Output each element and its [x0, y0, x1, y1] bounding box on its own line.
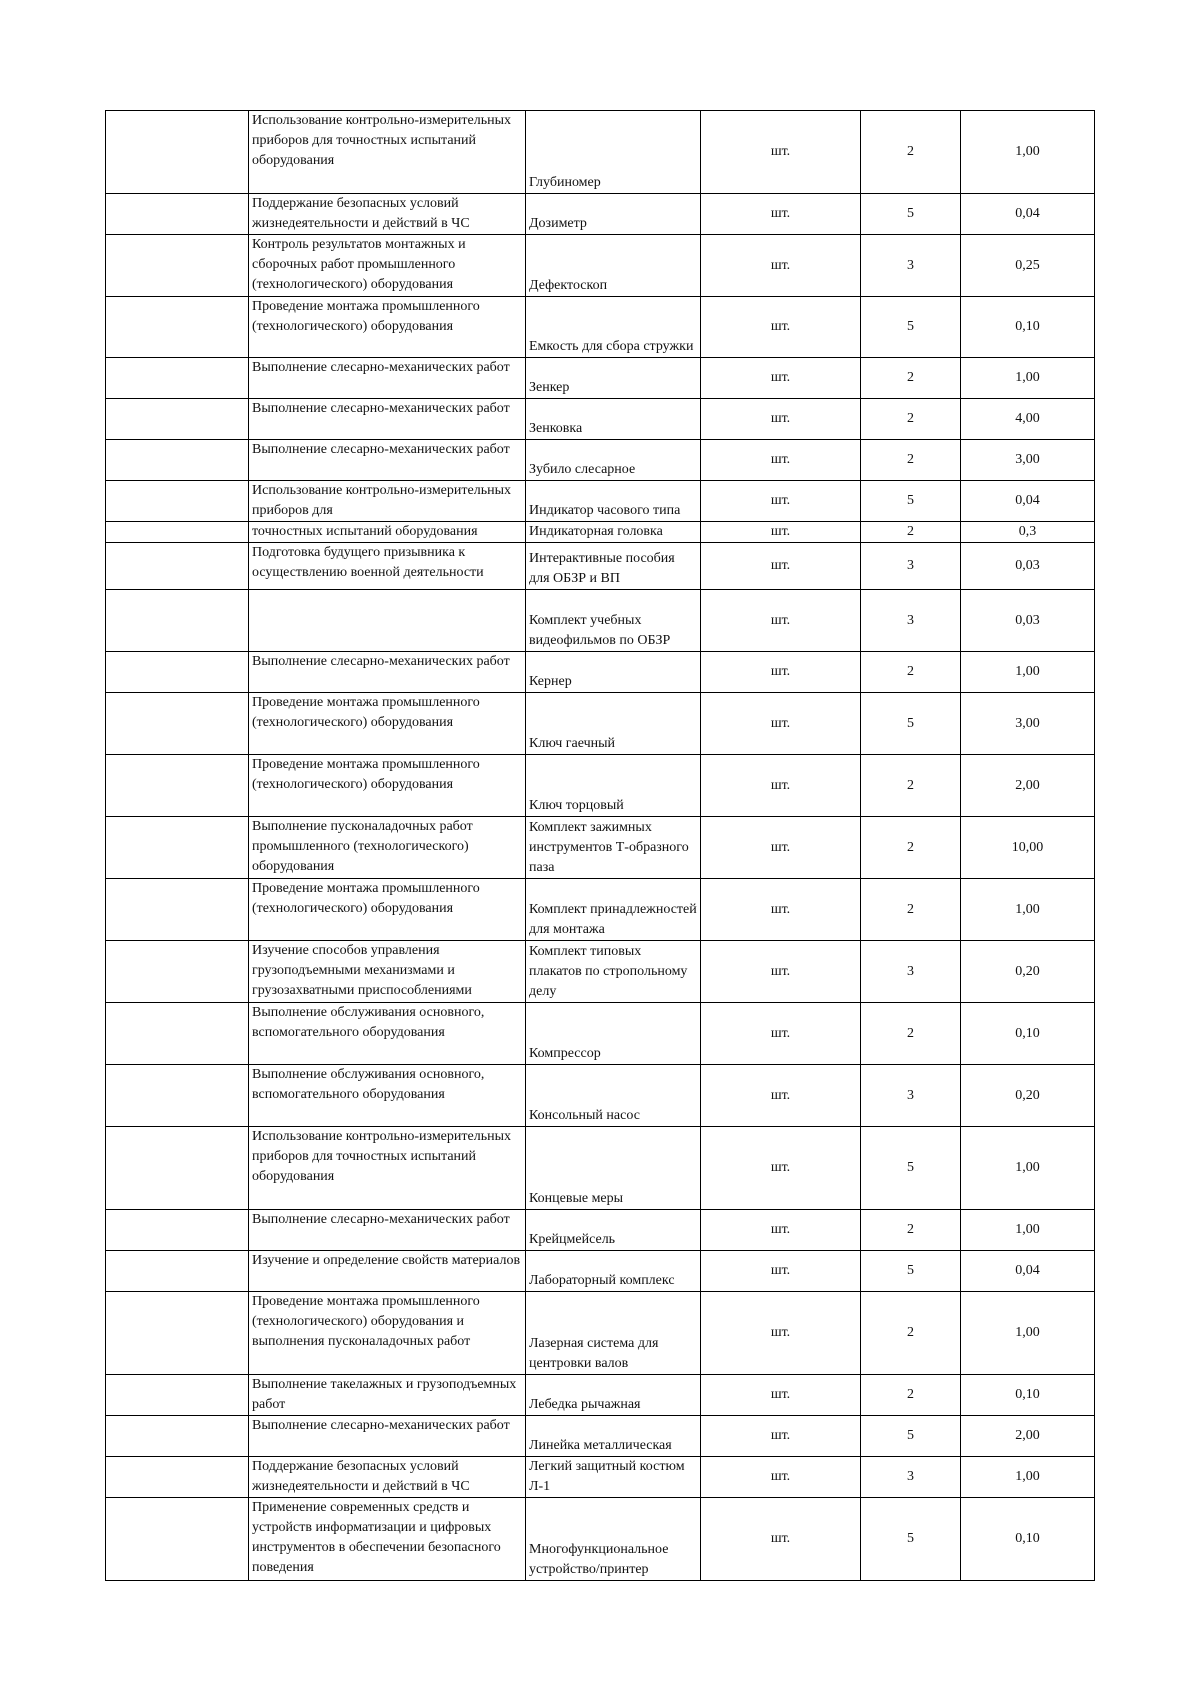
table-row: [106, 590, 1095, 652]
activity-cell: Проведение монтажа промышленного (технологического) оборудования и выполнения пусконаладочных работ: [249, 1292, 526, 1375]
activity-cell: Использование контрольно-измерительных приборов для: [249, 481, 526, 522]
row-number-cell: [106, 522, 249, 543]
unit-cell: шт.: [701, 1003, 861, 1065]
table-row: [106, 879, 1095, 941]
activity-cell: Использование контрольно-измерительных приборов для точностных испытаний оборудования: [249, 1127, 526, 1210]
row-number-cell: [106, 358, 249, 399]
item-name-cell: Дефектоскоп: [526, 235, 701, 297]
item-name-cell: Кернер: [526, 652, 701, 693]
norm-cell: 0,03: [961, 543, 1095, 590]
table-row: [106, 1292, 1095, 1375]
activity-cell: Проведение монтажа промышленного (технологического) оборудования: [249, 297, 526, 358]
table-row: [106, 1375, 1095, 1416]
item-name-cell: Лабораторный комплекс: [526, 1251, 701, 1292]
norm-cell: 0,10: [961, 1003, 1095, 1065]
table-row: [106, 235, 1095, 297]
unit-cell: шт.: [701, 1416, 861, 1457]
unit-cell: шт.: [701, 440, 861, 481]
quantity-cell: 2: [861, 652, 961, 693]
activity-cell: Использование контрольно-измерительных приборов для точностных испытаний оборудования: [249, 111, 526, 194]
row-number-cell: [106, 194, 249, 235]
quantity-cell: 2: [861, 1003, 961, 1065]
activity-cell: Поддержание безопасных условий жизнедеятельности и действий в ЧС: [249, 194, 526, 235]
table-row: [106, 817, 1095, 879]
unit-cell: шт.: [701, 1292, 861, 1375]
norm-cell: 1,00: [961, 1127, 1095, 1210]
quantity-cell: 2: [861, 1375, 961, 1416]
norm-cell: 3,00: [961, 440, 1095, 481]
unit-cell: шт.: [701, 1210, 861, 1251]
row-number-cell: [106, 1416, 249, 1457]
row-number-cell: [106, 941, 249, 1003]
quantity-cell: 2: [861, 1210, 961, 1251]
item-name-cell: Ключ торцовый: [526, 755, 701, 817]
norm-cell: 0,25: [961, 235, 1095, 297]
norm-cell: 0,20: [961, 1065, 1095, 1127]
item-name-cell: Индикатор часового типа: [526, 481, 701, 522]
unit-cell: шт.: [701, 194, 861, 235]
table-row: [106, 194, 1095, 235]
unit-cell: шт.: [701, 522, 861, 543]
row-number-cell: [106, 1210, 249, 1251]
table-row: [106, 1127, 1095, 1210]
norm-cell: 0,04: [961, 1251, 1095, 1292]
norm-cell: 1,00: [961, 358, 1095, 399]
table-row: [106, 399, 1095, 440]
norm-cell: 0,04: [961, 481, 1095, 522]
table-row: [106, 358, 1095, 399]
norm-cell: 0,20: [961, 941, 1095, 1003]
quantity-cell: 2: [861, 879, 961, 941]
quantity-cell: 5: [861, 481, 961, 522]
norm-cell: 3,00: [961, 693, 1095, 755]
unit-cell: шт.: [701, 652, 861, 693]
activity-cell: Поддержание безопасных условий жизнедеятельности и действий в ЧС: [249, 1457, 526, 1498]
unit-cell: шт.: [701, 543, 861, 590]
row-number-cell: [106, 652, 249, 693]
unit-cell: шт.: [701, 1375, 861, 1416]
row-number-cell: [106, 481, 249, 522]
activity-cell: Изучение и определение свойств материалов: [249, 1251, 526, 1292]
table-row: [106, 652, 1095, 693]
quantity-cell: 3: [861, 235, 961, 297]
unit-cell: шт.: [701, 235, 861, 297]
row-number-cell: [106, 755, 249, 817]
table-row: [106, 1498, 1095, 1581]
quantity-cell: 5: [861, 693, 961, 755]
norm-cell: 0,04: [961, 194, 1095, 235]
quantity-cell: 3: [861, 941, 961, 1003]
activity-cell: Выполнение слесарно-механических работ: [249, 358, 526, 399]
norm-cell: 0,10: [961, 297, 1095, 358]
item-name-cell: Многофункциональное устройство/принтер: [526, 1498, 701, 1581]
quantity-cell: 5: [861, 1127, 961, 1210]
norm-cell: 1,00: [961, 1210, 1095, 1251]
table-row: [106, 1416, 1095, 1457]
row-number-cell: [106, 590, 249, 652]
row-number-cell: [106, 1003, 249, 1065]
norm-cell: 4,00: [961, 399, 1095, 440]
item-name-cell: Концевые меры: [526, 1127, 701, 1210]
norm-cell: 0,03: [961, 590, 1095, 652]
row-number-cell: [106, 235, 249, 297]
quantity-cell: 2: [861, 522, 961, 543]
item-name-cell: Легкий защитный костюм Л-1: [526, 1457, 701, 1498]
activity-cell: Выполнение слесарно-механических работ: [249, 652, 526, 693]
row-number-cell: [106, 879, 249, 941]
norm-cell: 1,00: [961, 1292, 1095, 1375]
table-row: [106, 481, 1095, 522]
item-name-cell: Комплект учебных видеофильмов по ОБЗР: [526, 590, 701, 652]
unit-cell: шт.: [701, 941, 861, 1003]
activity-cell: Выполнение обслуживания основного, вспомогательного оборудования: [249, 1065, 526, 1127]
item-name-cell: Консольный насос: [526, 1065, 701, 1127]
item-name-cell: Компрессор: [526, 1003, 701, 1065]
item-name-cell: Интерактивные пособия для ОБЗР и ВП: [526, 543, 701, 590]
item-name-cell: Комплект типовых плакатов по стропольному делу: [526, 941, 701, 1003]
quantity-cell: 2: [861, 1292, 961, 1375]
row-number-cell: [106, 440, 249, 481]
item-name-cell: Лебедка рычажная: [526, 1375, 701, 1416]
quantity-cell: 5: [861, 1416, 961, 1457]
quantity-cell: 2: [861, 399, 961, 440]
unit-cell: шт.: [701, 399, 861, 440]
unit-cell: шт.: [701, 879, 861, 941]
unit-cell: шт.: [701, 297, 861, 358]
unit-cell: шт.: [701, 817, 861, 879]
activity-cell: Выполнение слесарно-механических работ: [249, 440, 526, 481]
row-number-cell: [106, 399, 249, 440]
activity-cell: Проведение монтажа промышленного (технологического) оборудования: [249, 879, 526, 941]
norm-cell: 2,00: [961, 1416, 1095, 1457]
activity-cell: Выполнение обслуживания основного, вспомогательного оборудования: [249, 1003, 526, 1065]
norm-cell: 1,00: [961, 879, 1095, 941]
unit-cell: шт.: [701, 1457, 861, 1498]
norm-cell: 0,10: [961, 1498, 1095, 1581]
item-name-cell: Емкость для сбора стружки: [526, 297, 701, 358]
activity-cell: Контроль результатов монтажных и сборочных работ промышленного (технологического) оборудования: [249, 235, 526, 297]
unit-cell: шт.: [701, 1065, 861, 1127]
unit-cell: шт.: [701, 481, 861, 522]
item-name-cell: Лазерная система для центровки валов: [526, 1292, 701, 1375]
item-name-cell: Крейцмейсель: [526, 1210, 701, 1251]
norm-cell: 1,00: [961, 111, 1095, 194]
item-name-cell: Дозиметр: [526, 194, 701, 235]
norm-cell: 1,00: [961, 1457, 1095, 1498]
activity-cell: [249, 590, 526, 652]
table-row: [106, 522, 1095, 543]
item-name-cell: Линейка металлическая: [526, 1416, 701, 1457]
quantity-cell: 2: [861, 358, 961, 399]
item-name-cell: Глубиномер: [526, 111, 701, 194]
activity-cell: Выполнение пусконаладочных работ промышленного (технологического) оборудования: [249, 817, 526, 879]
quantity-cell: 5: [861, 297, 961, 358]
unit-cell: шт.: [701, 1251, 861, 1292]
table-row: [106, 1251, 1095, 1292]
activity-cell: Проведение монтажа промышленного (технологического) оборудования: [249, 693, 526, 755]
activity-cell: Применение современных средств и устройств информатизации и цифровых инструментов в обеспечении безопасного поведения: [249, 1498, 526, 1581]
norm-cell: 10,00: [961, 817, 1095, 879]
activity-cell: Выполнение такелажных и грузоподъемных работ: [249, 1375, 526, 1416]
row-number-cell: [106, 1127, 249, 1210]
unit-cell: шт.: [701, 1498, 861, 1581]
quantity-cell: 3: [861, 590, 961, 652]
row-number-cell: [106, 693, 249, 755]
activity-cell: точностных испытаний оборудования: [249, 522, 526, 543]
table-row: [106, 941, 1095, 1003]
table-body: [106, 111, 1095, 1581]
item-name-cell: Комплект принадлежностей для монтажа: [526, 879, 701, 941]
quantity-cell: 5: [861, 1251, 961, 1292]
row-number-cell: [106, 1457, 249, 1498]
norm-cell: 1,00: [961, 652, 1095, 693]
table-row: [106, 440, 1095, 481]
table-row: [106, 1003, 1095, 1065]
quantity-cell: 3: [861, 543, 961, 590]
table-row: [106, 1210, 1095, 1251]
activity-cell: Подготовка будущего призывника к осуществлению военной деятельности: [249, 543, 526, 590]
table-row: [106, 1065, 1095, 1127]
item-name-cell: Зубило слесарное: [526, 440, 701, 481]
row-number-cell: [106, 1375, 249, 1416]
item-name-cell: Зенкер: [526, 358, 701, 399]
norm-cell: 0,3: [961, 522, 1095, 543]
item-name-cell: Индикаторная головка: [526, 522, 701, 543]
norm-cell: 0,10: [961, 1375, 1095, 1416]
row-number-cell: [106, 1498, 249, 1581]
table-row: [106, 1457, 1095, 1498]
quantity-cell: 2: [861, 440, 961, 481]
row-number-cell: [106, 817, 249, 879]
unit-cell: шт.: [701, 693, 861, 755]
quantity-cell: 5: [861, 194, 961, 235]
item-name-cell: Зенковка: [526, 399, 701, 440]
activity-cell: Выполнение слесарно-механических работ: [249, 1416, 526, 1457]
quantity-cell: 5: [861, 1498, 961, 1581]
item-name-cell: Комплект зажимных инструментов Т-образного паза: [526, 817, 701, 879]
row-number-cell: [106, 1292, 249, 1375]
quantity-cell: 2: [861, 755, 961, 817]
activity-cell: Изучение способов управления грузоподъемными механизмами и грузозахватными приспособлениями: [249, 941, 526, 1003]
table-row: [106, 297, 1095, 358]
row-number-cell: [106, 297, 249, 358]
activity-cell: Проведение монтажа промышленного (технологического) оборудования: [249, 755, 526, 817]
row-number-cell: [106, 111, 249, 194]
row-number-cell: [106, 1065, 249, 1127]
unit-cell: шт.: [701, 755, 861, 817]
quantity-cell: 2: [861, 817, 961, 879]
row-number-cell: [106, 543, 249, 590]
norm-cell: 2,00: [961, 755, 1095, 817]
activity-cell: Выполнение слесарно-механических работ: [249, 1210, 526, 1251]
table-row: [106, 755, 1095, 817]
equipment-table: [105, 110, 1095, 1581]
item-name-cell: Ключ гаечный: [526, 693, 701, 755]
activity-cell: Выполнение слесарно-механических работ: [249, 399, 526, 440]
quantity-cell: 3: [861, 1457, 961, 1498]
quantity-cell: 3: [861, 1065, 961, 1127]
table-row: [106, 693, 1095, 755]
row-number-cell: [106, 1251, 249, 1292]
table-row: [106, 111, 1095, 194]
unit-cell: шт.: [701, 1127, 861, 1210]
unit-cell: шт.: [701, 358, 861, 399]
unit-cell: шт.: [701, 111, 861, 194]
unit-cell: шт.: [701, 590, 861, 652]
table-row: [106, 543, 1095, 590]
quantity-cell: 2: [861, 111, 961, 194]
